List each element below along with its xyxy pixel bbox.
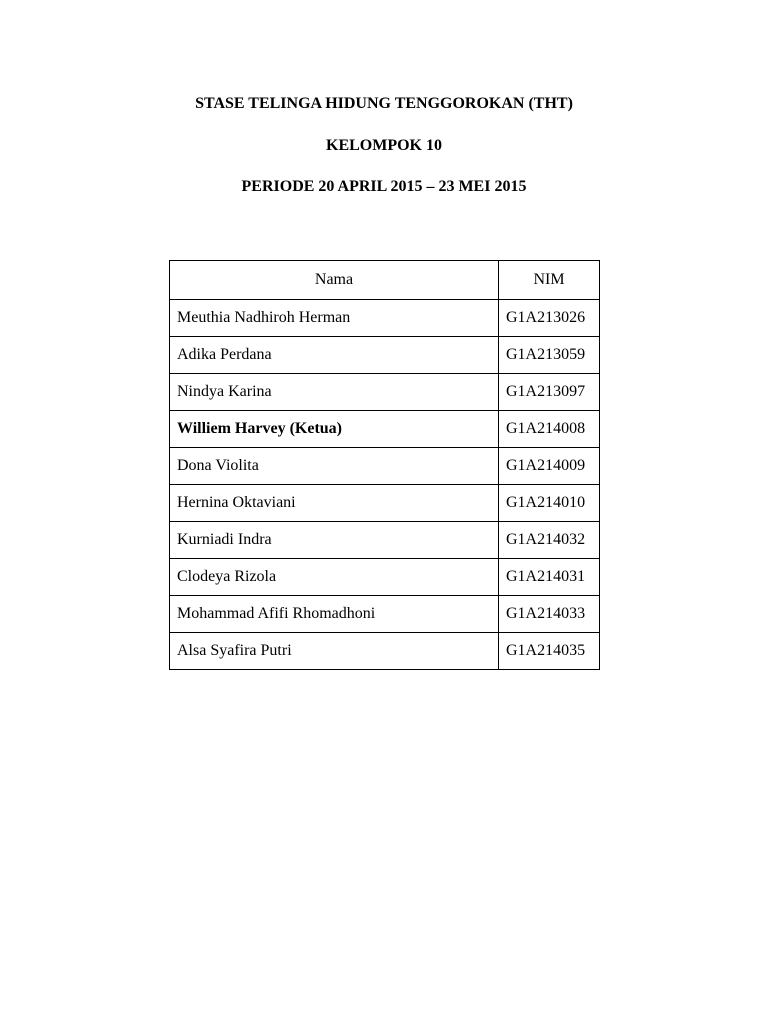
period-heading: PERIODE 20 APRIL 2015 – 23 MEI 2015 xyxy=(241,178,527,195)
member-name: Adika Perdana xyxy=(170,337,499,374)
member-nim: G1A214035 xyxy=(499,633,600,670)
member-nim: G1A214032 xyxy=(499,522,600,559)
table-row xyxy=(170,559,600,596)
member-name: Nindya Karina xyxy=(170,374,499,411)
member-name: Alsa Syafira Putri xyxy=(170,633,499,670)
table-row xyxy=(170,448,600,485)
member-nim: G1A214010 xyxy=(499,485,600,522)
member-name: Mohammad Afifi Rhomadhoni xyxy=(170,596,499,633)
table-row xyxy=(170,485,600,522)
members-table xyxy=(169,260,600,670)
table-row xyxy=(170,633,600,670)
member-nim: G1A214031 xyxy=(499,559,600,596)
member-nim: G1A213097 xyxy=(499,374,600,411)
table-row xyxy=(170,337,600,374)
member-name: Meuthia Nadhiroh Herman xyxy=(170,300,499,337)
table-row-leader xyxy=(170,411,600,448)
member-name: Clodeya Rizola xyxy=(170,559,499,596)
document-title: STASE TELINGA HIDUNG TENGGOROKAN (THT) xyxy=(195,95,573,112)
member-nim: G1A213026 xyxy=(499,300,600,337)
member-nim: G1A214008 xyxy=(499,411,600,448)
table-row xyxy=(170,374,600,411)
member-name: Dona Violita xyxy=(170,448,499,485)
table-row xyxy=(170,596,600,633)
member-nim: G1A214033 xyxy=(499,596,600,633)
member-nim: G1A213059 xyxy=(499,337,600,374)
table-row xyxy=(170,300,600,337)
member-name: Hernina Oktaviani xyxy=(170,485,499,522)
table-row xyxy=(170,522,600,559)
member-name: Kurniadi Indra xyxy=(170,522,499,559)
member-nim: G1A214009 xyxy=(499,448,600,485)
group-heading: KELOMPOK 10 xyxy=(326,137,442,154)
column-header-name: Nama xyxy=(170,261,499,300)
table-header-row xyxy=(170,261,600,300)
member-name-leader: Williem Harvey (Ketua) xyxy=(170,411,499,448)
column-header-nim: NIM xyxy=(499,261,600,300)
